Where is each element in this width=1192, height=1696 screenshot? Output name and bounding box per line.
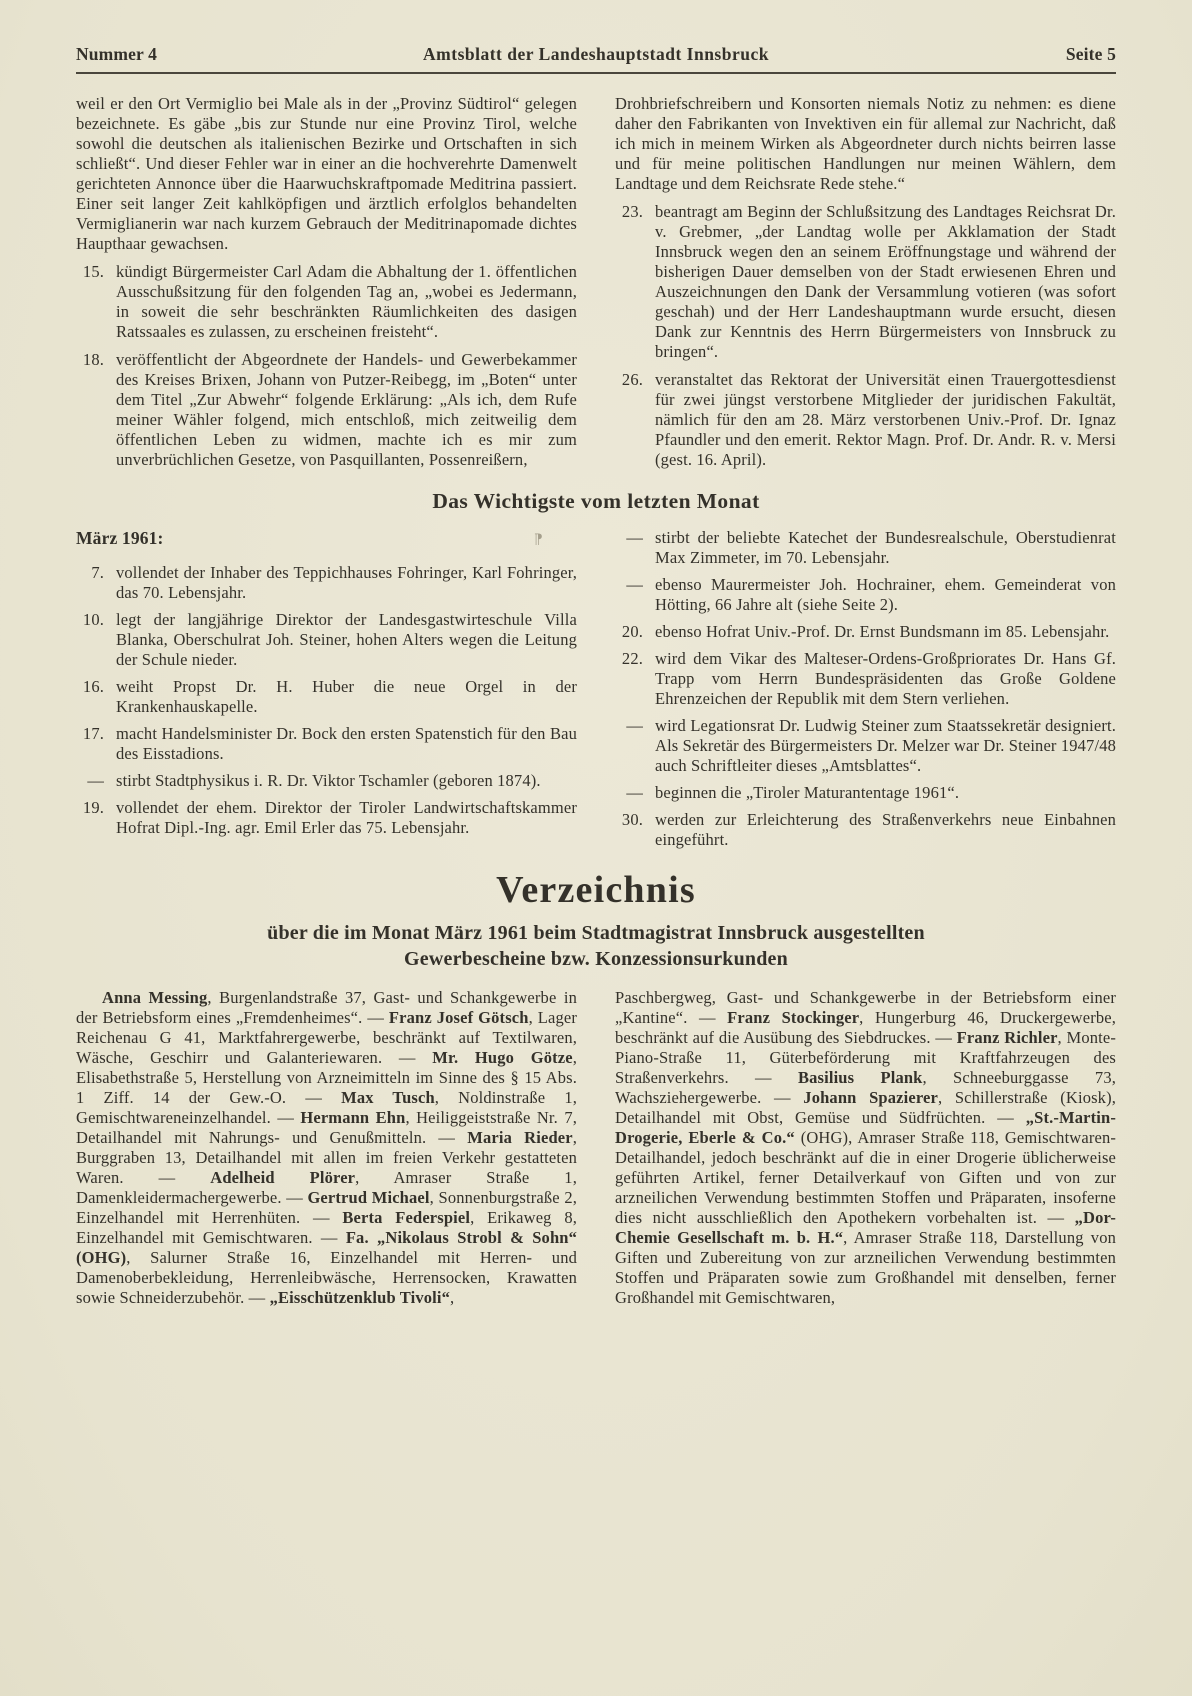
item-text: ebenso Hofrat Univ.-Prof. Dr. Ernst Bundsmann im 85. Lebensjahr. [655,622,1110,641]
item-number: 17. [82,724,104,743]
item-number: 20. [621,622,643,641]
item-text: veröffentlicht der Abgeordnete der Handels- und Gewerbekammer des Kreises Brixen, Johann von Putzer-Reibegg, im „Boten“ unter dem Titel „Zur Abwehr“ folgende Erklärung: „Als ich, dem Rufe meiner Wähler folgend, mich entschloß, mich zeitweilig dem öffentlichen Leben zu widmen, machte ich es mir zum unverbrüchlichen Gesetze, von Pasquillanten, Possenreißern, [116,350,577,469]
issue-number: Nummer 4 [76,44,158,64]
item-number: — [87,771,104,790]
item-number: 18. [82,350,104,369]
item-text: weiht Propst Dr. H. Huber die neue Orgel in der Krankenhauskapelle. [116,677,577,716]
chronicle-left-column [76,94,577,470]
month-label: März 1961: [76,528,164,548]
item-text: vollendet der ehem. Direktor der Tiroler Landwirtschaftskammer Hofrat Dipl.-Ing. agr. Emil Erler das 75. Lebensjahr. [116,798,577,837]
item-number: — [626,716,643,735]
monthly-left-column [76,528,577,850]
monthly-item [76,610,577,670]
monthly-item [615,575,1116,615]
monthly-section [76,488,1116,850]
register-left-column: Anna Messing, Burgenlandstraße 37, Gast- und Schankgewerbe in der Betriebsform eines „Fremdenheimes“. — Franz Josef Götsch, Lager Reichenau G 41, Marktfahrergewerbe, beschränkt auf Textilwaren, Wäsche, Geschirr und Galanteriewaren. — Mr. Hugo Götze, Elisabethstraße 5, Herstellung von Arzneimitteln im Sinne des § 15 Abs. 1 Ziff. 14 der Gew.-O. — Max Tusch, Noldinstraße 1, Gemischtwareneinzelhandel. — Hermann Ehn, Heiliggeiststraße Nr. 7, Detailhandel mit Nahrungs- und Genußmitteln. — Maria Rieder, Burggraben 13, Detailhandel mit allen im freien Verkehr gestatteten Waren. — Adelheid Plörer, Amraser Straße 1, Damenkleidermachergewerbe. — Gertrud Michael, Sonnenburgstraße 2, Einzelhandel mit Herrenhüten. — Berta Federspiel, Erikaweg 8, Einzelhandel mit Gemischtwaren. — Fa. „Nikolaus Strobl & Sohn“ (OHG), Salurner Straße 16, Einzelhandel mit Herren- und Damenoberbekleidung, Herrenleibwäsche, Herrensocken, Krawatten sowie Schneiderzubehör. — „Eisschützenklub Tivoli“, [76,988,577,1307]
register-section [76,868,1116,1308]
register-subtitle-line1: über die im Monat März 1961 beim Stadtmagistrat Innsbruck ausgestellten [267,922,925,944]
item-text: veranstaltet das Rektorat der Universität einen Trauergottesdienst für zwei jüngst verstorbene Mitglieder der juridischen Fakultät, nämlich für den am 28. März verstorbenen Univ.-Prof. Dr. Ignaz Pfaundler und den emerit. Rektor Magn. Prof. Dr. Andr. R. v. Mersi (gest. 16. April). [655,370,1116,469]
monthly-item [615,716,1116,776]
item-number: 10. [82,610,104,629]
item-number: — [626,528,643,547]
item-number: 22. [621,649,643,668]
masthead [76,44,1116,64]
monthly-item [615,649,1116,709]
monthly-item [615,528,1116,568]
monthly-item [76,563,577,603]
item-number: 16. [82,677,104,696]
item-text: vollendet der Inhaber des Teppichhauses Fohringer, Karl Fohringer, das 70. Lebensjahr. [116,563,577,602]
item-text: ebenso Maurermeister Joh. Hochrainer, ehem. Gemeinderat von Hötting, 66 Jahre alt (siehe Seite 2). [655,575,1116,614]
page-title: Amtsblatt der Landeshauptstadt Innsbruck [423,44,769,64]
page-number: Seite 5 [1065,44,1116,64]
chronicle-item [615,370,1116,470]
item-text: wird Legationsrat Dr. Ludwig Steiner zum Staatssekretär designiert. Als Sekretär des Bürgermeisters Dr. Melzer war Dr. Steiner 1947/48 auch Schriftleiter dieses „Amtsblattes“. [655,716,1116,775]
item-text: macht Handelsminister Dr. Bock den ersten Spatenstich für den Bau des Eisstadions. [116,724,577,763]
item-number: 7. [91,563,104,582]
register-right-column: Paschbergweg, Gast- und Schankgewerbe in der Betriebsform einer „Kantine“. — Franz Stockinger, Hungerburg 46, Druckergewerbe, beschränkt auf die Ausübung des Siebdruckes. — Franz Richler, Monte-Piano-Straße 11, Güterbeförderung mit Kraftfahrzeugen des Straßenverkehrs. — Basilius Plank, Schneeburggasse 73, Wachsziehergewerbe. — Johann Spazierer, Schillerstraße (Kiosk), Detailhandel mit Obst, Gemüse und Südfrüchten. — „St.-Martin-Drogerie, Eberle & Co.“ (OHG), Amraser Straße 118, Gemischtwaren-Detailhandel, jedoch beschränkt auf die in einer Drogerie üblicherweise geführten Artikel, ferner Detailverkauf von Giften und von zur arzneilichen Verwendung bestimmten Stoffen und Präparaten, insoferne dies nicht ausschließlich den Apothekern vorbehalten ist. — „Dor-Chemie Gesellschaft m. b. H.“, Amraser Straße 118, Darstellung von Giften und Zubereitung von zur arzneilichen Verwendung bestimmten Stoffen und Präparaten sowie zum Großhandel mit denselben, ferner Großhandel mit Gemischtwaren, [615,988,1117,1307]
item-number: 19. [82,798,104,817]
item-text: stirbt der beliebte Katechet der Bundesrealschule, Oberstudienrat Max Zimmeter, im 70. Lebensjahr. [655,528,1116,567]
register-subtitle-line2: Gewerbescheine bzw. Konzessionsurkunden [404,948,788,970]
item-number: — [626,783,643,802]
chronicle-section [76,94,1116,470]
item-text: wird dem Vikar des Malteser-Ordens-Großpriorates Dr. Hans Gf. Trapp vom Herrn Bundespräsidenten das Große Goldene Ehrenzeichen der Republik mit dem Stern verliehen. [655,649,1116,708]
monthly-columns [76,528,1116,850]
register-title: Verzeichnis [496,869,696,911]
chronicle-item [615,202,1116,362]
monthly-item [615,622,1116,642]
chronicle-item [76,262,577,342]
chronicle-item [76,350,577,470]
monthly-item [615,783,1116,803]
monthly-item [615,810,1116,850]
item-text: kündigt Bürgermeister Carl Adam die Abhaltung der 1. öffentlichen Ausschußsitzung für den folgenden Tag an, „wobei es Jedermann, in soweit die sehr beschränkten Räumlichkeiten des dasigen Ratssaales es zulassen, zu erscheinen freisteht“. [116,262,577,341]
item-number: 30. [621,810,643,829]
print-artifact: ⁋ [533,533,543,548]
item-text: beginnen die „Tiroler Maturantentage 1961“. [655,783,960,802]
continuation-paragraph: weil er den Ort Vermiglio bei Male als in der „Provinz Südtirol“ gelegen bezeichnete. Es gäbe „bis zur Stunde nur eine Provinz Tirol, welche sowohl die deutschen als italienischen Bezirke und Ortschaften in sich schließt“. Und dieser Fehler war in einer an die hochverehrte Damenwelt gerichteten Annonce über die Haarwuchskraftpomade Meditrina passiert. Einer seit langer Zeit kahlköpfigen und ärztlich erfolglos behandelten Vermiglianerin war nach kurzem Gebrauch der Meditrinapomade dichtes Haupthaar gewachsen. [76,94,577,253]
monthly-right-column [615,528,1116,850]
register-subtitle [76,920,1116,972]
item-number: — [626,575,643,594]
item-text: werden zur Erleichterung des Straßenverkehrs neue Einbahnen eingeführt. [655,810,1116,849]
item-number: 15. [82,262,104,281]
item-number: 23. [621,202,643,221]
monthly-item [76,798,577,838]
month-label-row [76,528,577,551]
chronicle-right-column [615,94,1116,470]
masthead-rule [76,72,1116,74]
monthly-item [76,677,577,717]
register-columns [76,988,1116,1308]
item-text: beantragt am Beginn der Schlußsitzung des Landtages Reichsrat Dr. v. Grebmer, „der Landtag wolle per Akklamation der Stadt Innsbruck wegen den an seinem Eröffnungstage und während der bisherigen Dauer demselben von der Stadt erwiesenen Ehren und Auszeichnungen den Dank der Versammlung votieren (was sofort geschah) und der Herr Landeshauptmann wurde ersucht, diesen Dank zur Kenntnis des Herrn Bürgermeisters von Innsbruck zu bringen“. [655,202,1116,361]
item-number: 26. [621,370,643,389]
monthly-item [76,771,577,791]
continuation-paragraph: Drohbriefschreibern und Konsorten niemals Notiz zu nehmen: es diene daher den Fabrikanten von Invektiven ein für allemal zur Nachricht, daß ich mich in meinem Wirken als Abgeordneter durch nichts beirren lasse und für meine politischen Handlungen nur meinen Wählern, dem Landtage und dem Reichsrate Rede stehe.“ [615,94,1116,193]
section-heading: Das Wichtigste vom letzten Monat [432,489,760,513]
monthly-item [76,724,577,764]
item-text: stirbt Stadtphysikus i. R. Dr. Viktor Tschamler (geboren 1874). [116,771,541,790]
item-text: legt der langjährige Direktor der Landesgastwirteschule Villa Blanka, Oberschulrat Joh. Steiner, hohen Alters wegen die Leitung der Schule nieder. [116,610,577,669]
